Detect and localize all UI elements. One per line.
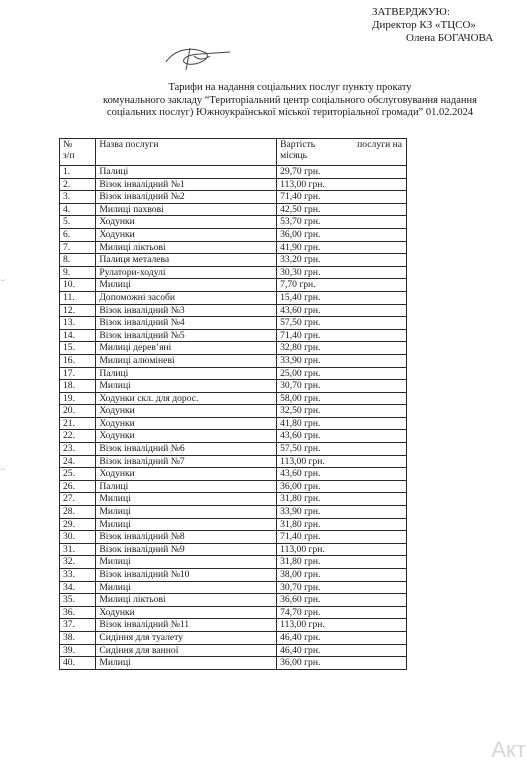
heading-line-3: соціальних послуг) Южноукраїнської міської територіальної громади” 01.02.2024 [106, 107, 474, 118]
row-number: 3. [60, 191, 96, 204]
row-number: 2. [60, 178, 96, 191]
row-service-name: Візок інвалідний №4 [96, 317, 277, 330]
table-row [60, 191, 407, 204]
row-price: 113,00 грн. [277, 455, 407, 468]
table-row [60, 329, 407, 342]
row-number: 19. [60, 392, 96, 405]
row-price: 74,70 грн. [277, 606, 407, 619]
row-price: 113,00 грн. [277, 178, 407, 191]
row-number: 31. [60, 543, 96, 556]
row-price: 15,40 грн. [277, 291, 407, 304]
table-row [60, 506, 407, 519]
table-row [60, 443, 407, 456]
row-price: 53,70 грн. [277, 216, 407, 229]
row-price: 32,80 грн. [277, 342, 407, 355]
row-service-name: Візок інвалідний №3 [96, 304, 277, 317]
row-price: 7,70 грн. [277, 279, 407, 292]
approval-block [320, 6, 520, 45]
row-service-name: Візок інвалідний №1 [96, 178, 277, 191]
table-row [60, 581, 407, 594]
table-row [60, 178, 407, 191]
row-price: 43,60 грн. [277, 430, 407, 443]
signature-image [160, 42, 236, 72]
row-service-name: Милиці ліктьові [96, 594, 277, 607]
table-row [60, 241, 407, 254]
row-number: 40. [60, 657, 96, 670]
table-row [60, 657, 407, 670]
watermark-text: Акт [491, 737, 526, 762]
row-number: 37. [60, 619, 96, 632]
row-service-name: Візок інвалідний №10 [96, 569, 277, 582]
row-number: 1. [60, 166, 96, 179]
table-row [60, 392, 407, 405]
row-service-name: Милиці [96, 518, 277, 531]
row-number: 8. [60, 254, 96, 267]
table-row [60, 556, 407, 569]
header-price [277, 139, 407, 166]
row-service-name: Милиці [96, 380, 277, 393]
table-row [60, 254, 407, 267]
row-price: 46,40 грн. [277, 631, 407, 644]
row-number: 20. [60, 405, 96, 418]
row-price: 33,90 грн. [277, 354, 407, 367]
scan-margin-mark [0, 465, 6, 470]
row-service-name: Палиці [96, 166, 277, 179]
header-number-line-1: № [63, 139, 73, 150]
row-price: 36,00 грн. [277, 480, 407, 493]
table-row [60, 543, 407, 556]
row-number: 23. [60, 443, 96, 456]
row-service-name: Ходунки скл. для дорос. [96, 392, 277, 405]
row-service-name: Візок інвалідний №11 [96, 619, 277, 632]
row-price: 30,70 грн. [277, 380, 407, 393]
row-number: 21. [60, 417, 96, 430]
table-row [60, 417, 407, 430]
row-price: 43,60 грн. [277, 468, 407, 481]
table-row [60, 468, 407, 481]
row-price: 71,40 грн. [277, 329, 407, 342]
row-service-name: Візок інвалідний №5 [96, 329, 277, 342]
table-row [60, 606, 407, 619]
row-price: 58,00 грн. [277, 392, 407, 405]
row-price: 31,80 грн. [277, 493, 407, 506]
row-service-name: Ходунки [96, 228, 277, 241]
row-price: 31,80 грн. [277, 556, 407, 569]
table-row [60, 631, 407, 644]
row-number: 24. [60, 455, 96, 468]
row-number: 27. [60, 493, 96, 506]
scan-margin-mark [0, 276, 6, 281]
row-number: 14. [60, 329, 96, 342]
row-price: 31,80 грн. [277, 518, 407, 531]
heading-line-2: комунального закладу “Територіальний центр соціального обслуговування надання [103, 94, 477, 106]
row-number: 28. [60, 506, 96, 519]
row-service-name: Палиці [96, 480, 277, 493]
row-price: 38,00 грн. [277, 569, 407, 582]
row-service-name: Милиці дерев’яні [96, 342, 277, 355]
table-row [60, 166, 407, 179]
approval-title: ЗАТВЕРДЖУЮ: [372, 6, 450, 18]
header-price-word-2: послуги на [357, 139, 402, 150]
row-service-name: Палиці [96, 367, 277, 380]
table-row [60, 619, 407, 632]
table-row [60, 594, 407, 607]
row-price: 41,90 грн. [277, 241, 407, 254]
row-number: 39. [60, 644, 96, 657]
header-service-name: Назва послуги [96, 139, 277, 166]
row-number: 30. [60, 531, 96, 544]
table-row [60, 531, 407, 544]
row-service-name: Милиці ліктьові [96, 241, 277, 254]
row-service-name: Допоможні засоби [96, 291, 277, 304]
row-price: 36,00 грн. [277, 657, 407, 670]
row-service-name: Візок інвалідний №9 [96, 543, 277, 556]
row-service-name: Милиці [96, 279, 277, 292]
table-row [60, 405, 407, 418]
table-row [60, 304, 407, 317]
table-row [60, 291, 407, 304]
table-row [60, 430, 407, 443]
header-price-line-2: місяць [280, 150, 308, 161]
header-price-word-1: Вартість [280, 139, 316, 150]
row-service-name: Милиці [96, 493, 277, 506]
row-number: 9. [60, 266, 96, 279]
row-service-name: Візок інвалідний №7 [96, 455, 277, 468]
row-number: 29. [60, 518, 96, 531]
tariffs-table [59, 138, 407, 670]
row-service-name: Ходунки [96, 430, 277, 443]
table-row [60, 518, 407, 531]
row-service-name: Візок інвалідний №8 [96, 531, 277, 544]
row-price: 71,40 грн. [277, 191, 407, 204]
row-number: 11. [60, 291, 96, 304]
row-service-name: Милиці алюміневі [96, 354, 277, 367]
row-number: 16. [60, 354, 96, 367]
row-number: 5. [60, 216, 96, 229]
row-price: 43,60 грн. [277, 304, 407, 317]
approval-signatory: Олена БОГАЧОВА [406, 32, 494, 44]
table-row [60, 342, 407, 355]
row-price: 42,50 грн. [277, 203, 407, 216]
row-price: 32,50 грн. [277, 405, 407, 418]
row-price: 25,00 грн. [277, 367, 407, 380]
header-number [60, 139, 96, 166]
row-number: 17. [60, 367, 96, 380]
row-number: 34. [60, 581, 96, 594]
row-service-name: Ходунки [96, 216, 277, 229]
table-row [60, 216, 407, 229]
row-number: 22. [60, 430, 96, 443]
row-price: 36,00 грн. [277, 228, 407, 241]
table-row [60, 317, 407, 330]
row-service-name: Сидіння для туалету [96, 631, 277, 644]
row-number: 26. [60, 480, 96, 493]
row-number: 7. [60, 241, 96, 254]
row-price: 46,40 грн. [277, 644, 407, 657]
table-row [60, 644, 407, 657]
row-service-name: Милиці пахвові [96, 203, 277, 216]
row-price: 57,50 грн. [277, 317, 407, 330]
heading-line-1: Тарифи на надання соціальних послуг пункту прокату [168, 82, 412, 93]
row-price: 41,80 грн. [277, 417, 407, 430]
table-row [60, 354, 407, 367]
row-number: 15. [60, 342, 96, 355]
approval-position: Директор КЗ «ТЦСО» [372, 19, 476, 31]
row-service-name: Ходунки [96, 417, 277, 430]
table-row [60, 228, 407, 241]
row-number: 38. [60, 631, 96, 644]
row-number: 10. [60, 279, 96, 292]
row-number: 36. [60, 606, 96, 619]
table-row [60, 380, 407, 393]
row-price: 33,20 грн. [277, 254, 407, 267]
row-service-name: Палиця металева [96, 254, 277, 267]
row-price: 30,70 грн. [277, 581, 407, 594]
table-row [60, 203, 407, 216]
row-price: 71,40 грн. [277, 531, 407, 544]
row-service-name: Милиці [96, 556, 277, 569]
row-price: 36,60 грн. [277, 594, 407, 607]
row-service-name: Ходунки [96, 405, 277, 418]
row-number: 4. [60, 203, 96, 216]
header-number-line-2: з/п [63, 150, 75, 161]
table-row [60, 266, 407, 279]
row-price: 30,30 грн. [277, 266, 407, 279]
document-heading [55, 82, 525, 120]
row-number: 12. [60, 304, 96, 317]
table-header-row [60, 139, 407, 166]
row-number: 13. [60, 317, 96, 330]
row-number: 6. [60, 228, 96, 241]
row-service-name: Ходунки [96, 606, 277, 619]
row-number: 18. [60, 380, 96, 393]
table-row [60, 455, 407, 468]
row-service-name: Милиці [96, 657, 277, 670]
row-price: 57,50 грн. [277, 443, 407, 456]
row-price: 33,90 грн. [277, 506, 407, 519]
row-price: 29,70 грн. [277, 166, 407, 179]
row-number: 25. [60, 468, 96, 481]
row-service-name: Милиці [96, 506, 277, 519]
row-service-name: Ходунки [96, 468, 277, 481]
table-row [60, 480, 407, 493]
row-service-name: Візок інвалідний №6 [96, 443, 277, 456]
row-service-name: Сидіння для ванної [96, 644, 277, 657]
row-service-name: Рулатори-ходулі [96, 266, 277, 279]
row-service-name: Візок інвалідний №2 [96, 191, 277, 204]
row-price: 113,00 грн. [277, 619, 407, 632]
row-number: 32. [60, 556, 96, 569]
table-row [60, 493, 407, 506]
table-row [60, 367, 407, 380]
table-row [60, 279, 407, 292]
row-service-name: Милиці [96, 581, 277, 594]
row-number: 35. [60, 594, 96, 607]
row-number: 33. [60, 569, 96, 582]
row-price: 113,00 грн. [277, 543, 407, 556]
table-row [60, 569, 407, 582]
